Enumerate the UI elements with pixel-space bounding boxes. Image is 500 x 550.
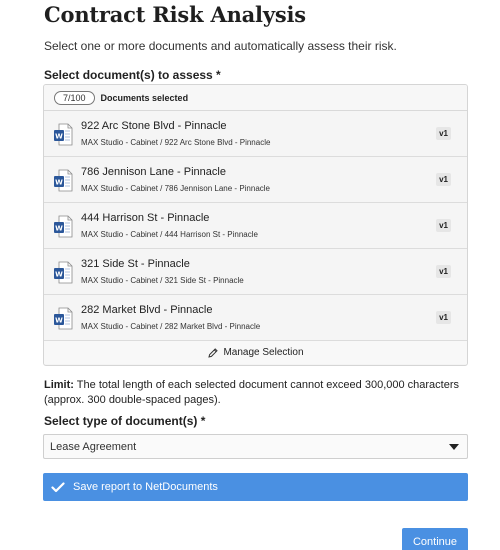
document-path: MAX Studio - Cabinet / 321 Side St - Pinnacle (81, 276, 244, 285)
svg-text:W: W (55, 316, 63, 325)
manage-selection-label: Manage Selection (223, 347, 304, 358)
word-doc-icon (53, 261, 73, 284)
svg-text:W: W (55, 224, 63, 233)
document-type-label: Select type of document(s) * (44, 414, 206, 428)
svg-text:W: W (55, 132, 63, 141)
documents-selected-label: Documents selected (100, 92, 189, 103)
pencil-icon (207, 347, 219, 359)
document-selection-header (44, 85, 467, 111)
word-doc-icon (53, 307, 73, 330)
word-doc-icon (53, 169, 73, 192)
document-row[interactable] (44, 203, 467, 249)
document-path: MAX Studio - Cabinet / 922 Arc Stone Blvd - Pinnacle (81, 138, 271, 147)
document-row[interactable] (44, 295, 467, 341)
version-badge: v1 (436, 173, 451, 186)
word-doc-icon (53, 123, 73, 146)
manage-selection-button[interactable] (44, 341, 467, 364)
caret-down-icon (449, 444, 459, 450)
selected-count-badge: 7/100 (54, 91, 95, 105)
document-type-value: Lease Agreement (50, 440, 137, 453)
document-row[interactable] (44, 111, 467, 157)
document-path: MAX Studio - Cabinet / 282 Market Blvd - Pinnacle (81, 322, 261, 331)
document-path: MAX Studio - Cabinet / 444 Harrison St - Pinnacle (81, 230, 258, 239)
word-doc-icon (53, 215, 73, 238)
limit-text: The total length of each selected document cannot exceed 300,000 characters (approx. 300 double-spaced pages). (44, 379, 460, 406)
save-report-label: Save report to NetDocuments (73, 481, 218, 493)
limit-prefix: Limit: (44, 379, 74, 391)
document-row[interactable] (44, 249, 467, 295)
document-type-select[interactable] (43, 434, 468, 459)
version-badge: v1 (436, 265, 451, 278)
document-title: 444 Harrison St - Pinnacle (81, 212, 210, 224)
document-title: 282 Market Blvd - Pinnacle (81, 304, 213, 316)
page-subtitle: Select one or more documents and automatically assess their risk. (44, 39, 397, 53)
svg-text:W: W (55, 178, 63, 187)
svg-text:W: W (55, 270, 63, 279)
document-title: 321 Side St - Pinnacle (81, 258, 190, 270)
version-badge: v1 (436, 311, 451, 324)
save-report-toggle[interactable] (43, 473, 468, 501)
checkmark-icon (51, 482, 65, 493)
document-list (44, 111, 467, 341)
document-path: MAX Studio - Cabinet / 786 Jennison Lane - Pinnacle (81, 184, 271, 193)
continue-button[interactable]: Continue (402, 528, 468, 550)
page-title: Contract Risk Analysis (44, 2, 306, 27)
document-title: 786 Jennison Lane - Pinnacle (81, 166, 226, 178)
document-selection-box (43, 84, 468, 366)
documents-section-label: Select document(s) to assess * (44, 68, 221, 82)
version-badge: v1 (436, 219, 451, 232)
document-title: 922 Arc Stone Blvd - Pinnacle (81, 120, 227, 132)
limit-note (44, 378, 474, 408)
version-badge: v1 (436, 127, 451, 140)
document-row[interactable] (44, 157, 467, 203)
